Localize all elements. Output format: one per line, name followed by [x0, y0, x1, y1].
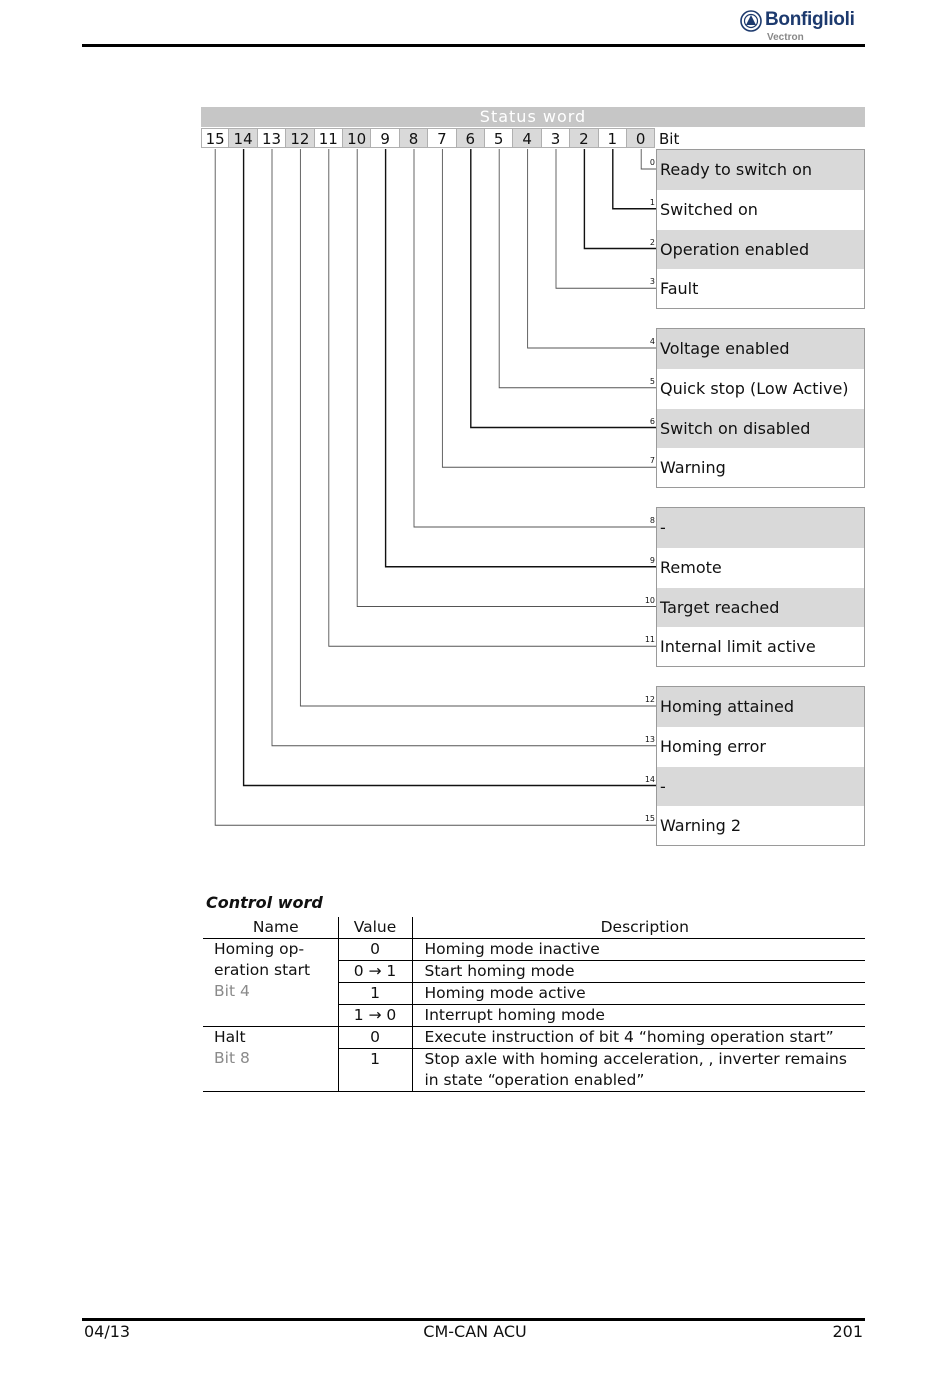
description-cell: Execute instruction of bit 4 “homing operation start” — [412, 1027, 865, 1049]
status-bit-group — [656, 149, 865, 309]
name-cell-homing — [203, 939, 338, 1027]
status-bit-label: Ready to switch on — [657, 150, 864, 190]
status-bit-number: 10 — [644, 595, 655, 605]
bit-header-cell: 14 — [229, 128, 257, 148]
status-bit-number: 11 — [644, 635, 655, 645]
bit-header-cell: 12 — [286, 128, 314, 148]
status-bit-label: - — [657, 508, 864, 548]
bit-connector-line — [528, 149, 656, 348]
name-line: Homing op- — [214, 940, 305, 958]
footer-title: CM-CAN ACU — [423, 1322, 527, 1341]
status-bit-label: Fault — [660, 279, 699, 299]
bit-header-label: Bit — [659, 130, 680, 148]
bit-header-cell: 10 — [343, 128, 371, 148]
table-row — [203, 939, 865, 961]
bit-header-cell: 4 — [513, 128, 541, 148]
value-cell: 0 — [338, 1027, 412, 1049]
description-cell: Homing mode active — [412, 983, 865, 1005]
bit-connector-line — [329, 149, 656, 646]
bit-connector-line — [244, 149, 656, 786]
status-bit-number: 14 — [644, 774, 655, 784]
brand-subname: Vectron — [767, 32, 804, 43]
description-cell: Interrupt homing mode — [412, 1005, 865, 1027]
status-bit-number: 9 — [649, 555, 655, 565]
bit-header-cell: 13 — [258, 128, 286, 148]
bit-connector-line — [357, 149, 656, 607]
description-cell: Stop axle with homing acceleration, , inverter remains in state “operation enabled” — [412, 1049, 865, 1092]
status-bit-number: 8 — [649, 516, 655, 525]
bit-connector-line — [272, 149, 656, 746]
bit-header-cell: 15 — [201, 128, 229, 148]
status-bit-label: Remote — [660, 557, 722, 577]
status-bit-number: 13 — [644, 734, 655, 744]
bit-header-cell: 9 — [371, 128, 399, 148]
status-word-title: Status word — [201, 107, 865, 127]
status-bit-label: Warning 2 — [660, 816, 742, 836]
status-bit-number: 6 — [649, 416, 655, 426]
bit-header-cell: 7 — [428, 128, 456, 148]
bit-connector-line — [442, 149, 656, 467]
footer-date: 04/13 — [84, 1322, 131, 1341]
status-bit-group — [656, 686, 865, 846]
bit-connector-line — [300, 149, 656, 706]
status-bit-number: 1 — [649, 197, 655, 207]
value-cell: 1 — [338, 983, 412, 1005]
bit-connector-line — [386, 149, 656, 567]
bit-header-cell: 5 — [485, 128, 513, 148]
column-header-description: Description — [412, 917, 865, 939]
status-bit-number: 3 — [649, 277, 655, 287]
footer-page-number: 201 — [832, 1322, 863, 1341]
status-bit-label: Switch on disabled — [657, 409, 864, 449]
value-cell: 0 → 1 — [338, 961, 412, 983]
bit-header-cell: 2 — [570, 128, 598, 148]
bit-header-cell: 3 — [542, 128, 570, 148]
bit-connector-line — [215, 149, 656, 825]
status-bit-number: 4 — [649, 337, 655, 346]
status-bit-label: Homing attained — [657, 687, 864, 727]
name-line: Halt — [214, 1028, 246, 1046]
status-bit-number: 12 — [644, 695, 655, 704]
name-cell-halt — [203, 1027, 338, 1092]
status-bit-label: Target reached — [657, 588, 864, 628]
table-row — [203, 1027, 865, 1049]
status-bit-label: Warning — [660, 458, 726, 478]
status-bit-number: 7 — [649, 456, 655, 466]
bit-header-cell: 11 — [315, 128, 343, 148]
status-bit-label: Internal limit active — [660, 637, 816, 657]
bit-connector-line — [556, 149, 656, 288]
bit-header-cell: 8 — [400, 128, 428, 148]
bit-connector-line — [499, 149, 656, 388]
control-word-table — [203, 917, 865, 1092]
header-rule — [82, 44, 865, 47]
status-bit-label: Quick stop (Low Active) — [660, 378, 849, 398]
value-cell: 1 → 0 — [338, 1005, 412, 1027]
column-header-value: Value — [338, 917, 412, 939]
name-line: eration start — [214, 961, 311, 979]
bit-header-cell: 6 — [457, 128, 485, 148]
status-bit-number: 15 — [644, 814, 655, 824]
bit-reference: Bit 4 — [214, 982, 250, 1000]
bit-connector-line — [414, 149, 656, 527]
status-bit-group — [656, 507, 865, 667]
status-bit-number: 2 — [649, 237, 655, 247]
bonfiglioli-logo-icon — [740, 10, 762, 32]
status-bit-label: Homing error — [660, 736, 766, 756]
status-bit-label: - — [657, 767, 864, 807]
control-word-title: Control word — [206, 893, 323, 912]
value-cell: 1 — [338, 1049, 412, 1092]
status-bit-number: 0 — [649, 158, 655, 167]
value-cell: 0 — [338, 939, 412, 961]
footer-rule — [82, 1318, 865, 1321]
status-bit-label: Operation enabled — [657, 230, 864, 270]
brand-name: Bonfiglioli — [765, 9, 855, 30]
bit-header-cell: 0 — [627, 128, 655, 148]
description-cell: Homing mode inactive — [412, 939, 865, 961]
status-bit-group — [656, 328, 865, 488]
bit-connector-line — [471, 149, 656, 428]
bonfiglioli-logo — [740, 8, 860, 44]
status-bit-label: Voltage enabled — [657, 329, 864, 369]
description-cell: Start homing mode — [412, 961, 865, 983]
status-bit-number: 5 — [649, 376, 655, 386]
column-header-name: Name — [203, 917, 338, 939]
status-bit-label: Switched on — [660, 199, 758, 219]
bit-header-cell: 1 — [599, 128, 627, 148]
control-word-header-row — [203, 917, 865, 939]
bit-reference: Bit 8 — [214, 1049, 250, 1067]
